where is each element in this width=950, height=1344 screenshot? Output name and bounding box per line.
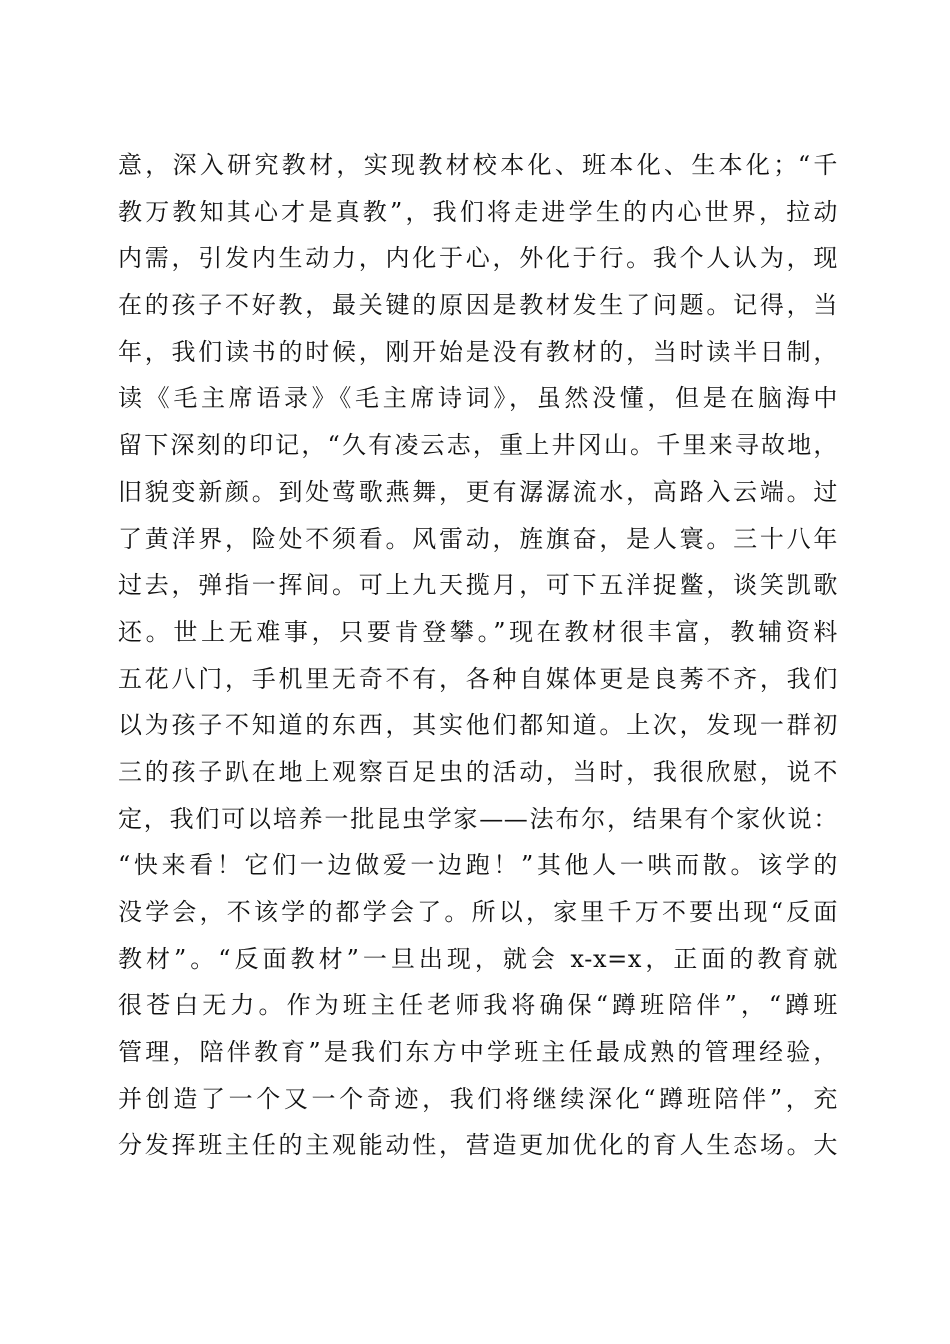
text-line: 很苍白无力。作为班主任老师我将确保“蹲班陪伴”，“蹲班 (118, 991, 838, 1020)
text-line: 读《毛主席语录》《毛主席诗词》，虽然没懂，但是在脑海中 (118, 384, 838, 413)
text-line: 过去，弹指一挥间。可上九天揽月，可下五洋捉鳖，谈笑凯歌 (118, 571, 838, 600)
text-line: 以为孩子不知道的东西，其实他们都知道。上次，发现一群初 (118, 711, 838, 740)
text-line: 留下深刻的印记，“久有凌云志，重上井冈山。千里来寻故地， (118, 431, 838, 460)
text-line: “快来看！它们一边做爱一边跑！”其他人一哄而散。该学的 (118, 851, 838, 880)
text-line: 三的孩子趴在地上观察百足虫的活动，当时，我很欣慰，说不 (118, 757, 838, 786)
text-line: 管理，陪伴教育”是我们东方中学班主任最成熟的管理经验， (118, 1038, 838, 1067)
text-line: 意，深入研究教材，实现教材校本化、班本化、生本化；“千 (118, 151, 838, 179)
text-line: 年，我们读书的时候，刚开始是没有教材的，当时读半日制， (118, 337, 838, 366)
text-line: 内需，引发内生动力，内化于心，外化于行。我个人认为，现 (118, 244, 838, 273)
text-line: 教万教知其心才是真教”，我们将走进学生的内心世界，拉动 (118, 197, 838, 226)
text-line: 没学会，不该学的都学会了。所以，家里千万不要出现“反面 (118, 898, 838, 926)
text-line: 教材”。“反面教材”一旦出现，就会 x-x=x，正面的教育就 (118, 944, 838, 973)
body-paragraph (118, 142, 838, 1169)
text-line: 旧貌变新颜。到处莺歌燕舞，更有潺潺流水，高路入云端。过 (118, 477, 838, 506)
text-line: 了黄洋界，险处不须看。风雷动，旌旗奋，是人寰。三十八年 (118, 524, 838, 553)
text-line: 五花八门，手机里无奇不有，各种自媒体更是良莠不齐，我们 (118, 664, 838, 693)
text-line: 定，我们可以培养一批昆虫学家——法布尔，结果有个家伙说： (118, 804, 838, 833)
text-line: 还。世上无难事，只要肯登攀。”现在教材很丰富，教辅资料 (118, 617, 838, 646)
text-line: 分发挥班主任的主观能动性，营造更加优化的育人生态场。大 (118, 1131, 838, 1160)
text-line: 在的孩子不好教，最关键的原因是教材发生了问题。记得，当 (118, 291, 838, 320)
text-line: 并创造了一个又一个奇迹，我们将继续深化“蹲班陪伴”，充 (118, 1084, 838, 1113)
